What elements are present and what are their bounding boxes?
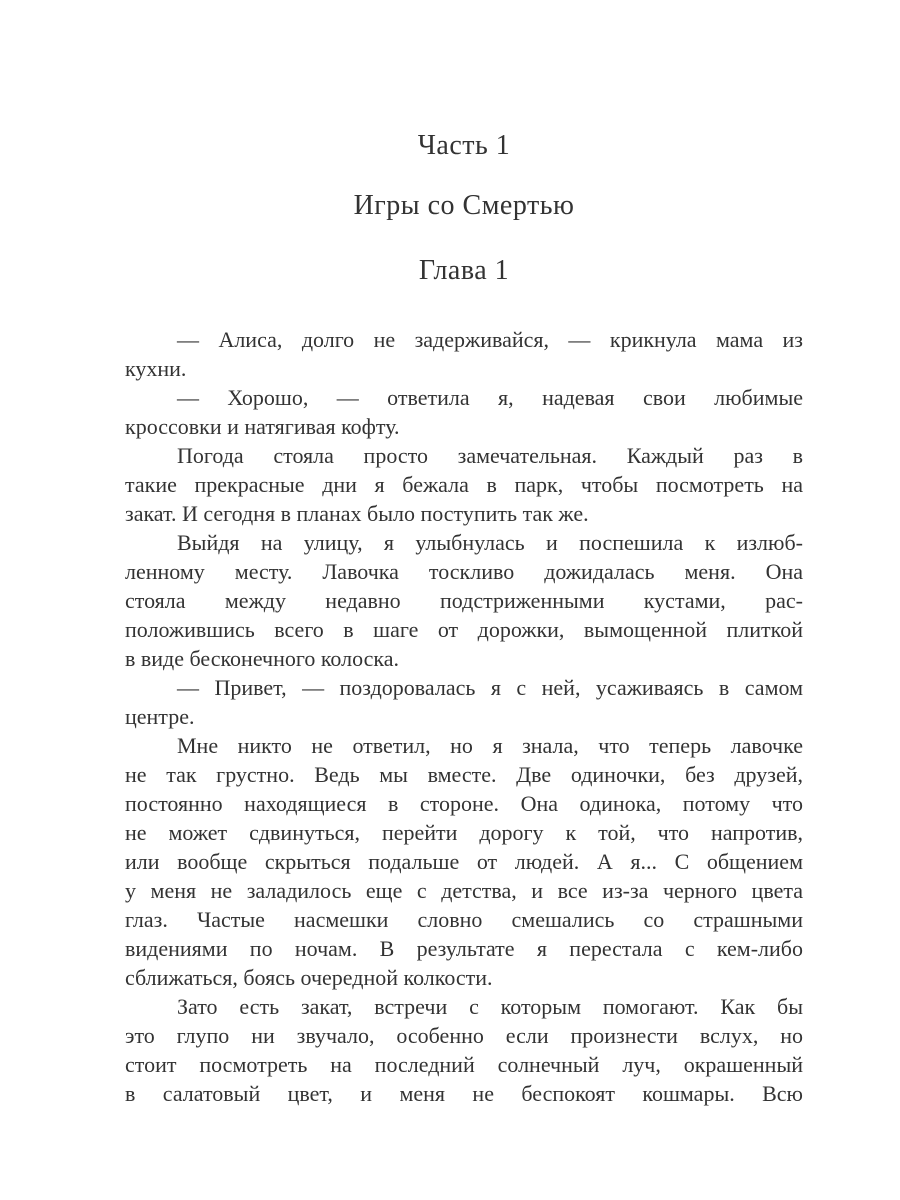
text-line: Выйдя на улицу, я улыбнулась и поспешила к излюб- <box>177 530 803 555</box>
text-line: — Алиса, долго не задерживайся, — крикнула мама из <box>177 327 803 352</box>
text-line: это глупо ни звучало, особенно если произнести вслух, но <box>125 1023 803 1048</box>
text-line: кухни. <box>125 356 187 381</box>
book-title: Игры со Смертью <box>353 190 575 221</box>
paragraph <box>125 383 803 441</box>
text-line: не может сдвинуться, перейти дорогу к той, что напротив, <box>125 820 803 845</box>
text-line: стоит посмотреть на последний солнечный луч, окрашенный <box>125 1052 803 1077</box>
text-line: ленному месту. Лавочка тоскливо дожидалась меня. Она <box>125 559 803 584</box>
text-line: или вообще скрыться подальше от людей. А я... С общением <box>125 849 803 874</box>
text-line: Мне никто не ответил, но я знала, что теперь лавочке <box>177 733 803 758</box>
paragraph <box>125 441 803 528</box>
paragraph <box>125 992 803 1108</box>
text-line: видениями по ночам. В результате я перестала с кем-либо <box>125 936 803 961</box>
paragraph <box>125 673 803 731</box>
text-line: глаз. Частые насмешки словно смешались со страшными <box>125 907 803 932</box>
text-line: в салатовый цвет, и меня не беспокоят кошмары. Всю <box>125 1081 803 1106</box>
text-line: в виде бесконечного колоска. <box>125 646 400 671</box>
text-line: — Хорошо, — ответила я, надевая свои любимые <box>177 385 803 410</box>
chapter-text <box>125 325 803 1108</box>
text-line: не так грустно. Ведь мы вместе. Две одиночки, без друзей, <box>125 762 803 787</box>
text-line: постоянно находящиеся в стороне. Она одинока, потому что <box>125 791 803 816</box>
text-line: центре. <box>125 704 195 729</box>
paragraph <box>125 731 803 992</box>
paragraph <box>125 528 803 673</box>
chapter-heading: Глава 1 <box>418 255 510 286</box>
paragraph <box>125 325 803 383</box>
text-line: Зато есть закат, встречи с которым помогают. Как бы <box>177 994 803 1019</box>
text-line: кроссовки и натягивая кофту. <box>125 414 400 439</box>
text-line: положившись всего в шаге от дорожки, вымощенной плиткой <box>125 617 803 642</box>
text-line: закат. И сегодня в планах было поступить так же. <box>125 501 589 526</box>
text-line: сближаться, боясь очередной колкости. <box>125 965 493 990</box>
text-line: — Привет, — поздоровалась я с ней, усаживаясь в самом <box>177 675 803 700</box>
text-line: такие прекрасные дни я бежала в парк, чтобы посмотреть на <box>125 472 803 497</box>
text-line: стояла между недавно подстриженными кустами, рас- <box>125 588 803 613</box>
text-line: у меня не заладилось еще с детства, и все из-за черного цвета <box>125 878 803 903</box>
part-heading: Часть 1 <box>417 130 511 161</box>
text-line: Погода стояла просто замечательная. Каждый раз в <box>177 443 803 468</box>
